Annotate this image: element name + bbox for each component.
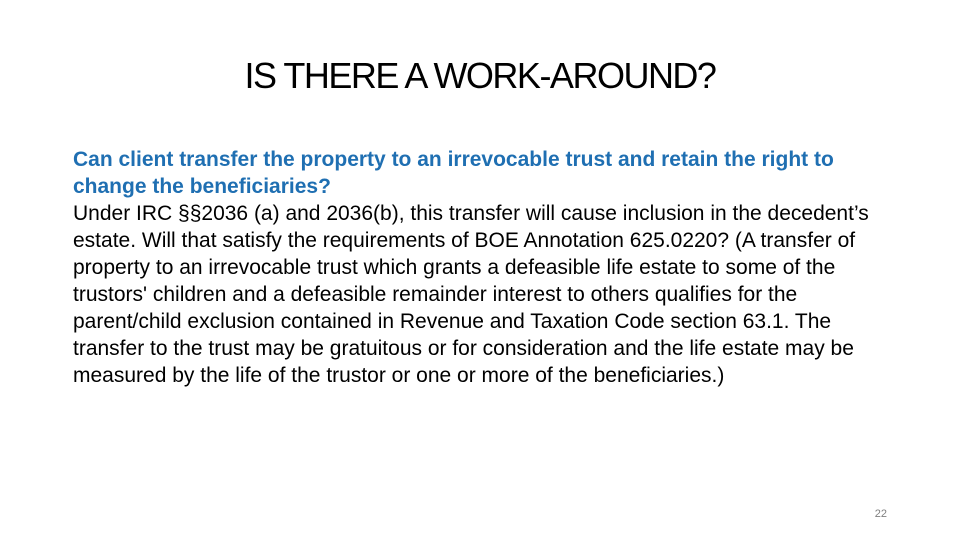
answer-text: Under IRC §§2036 (a) and 2036(b), this transfer will cause inclusion in the decedent’s estate. Will that satisfy the requirements of BOE Annotation 625.0220? (A transfer of property to an irrevocable trust which grants a defeasible life estate to some of the trustors' children and a defeasible remainder interest to others qualifies for the parent/child exclusion contained in Revenue and Taxation Code section 63.1. The transfer to the trust may be gratuitous or for consideration and the life estate may be measured by the life of the trustor or one or more of the beneficiaries.) [73,202,869,387]
slide-body [73,146,893,389]
page-number: 22 [874,508,887,520]
slide-title: IS THERE A WORK-AROUND? [244,55,716,96]
question-text: Can client transfer the property to an irrevocable trust and retain the right to change the beneficiaries? [73,148,834,198]
